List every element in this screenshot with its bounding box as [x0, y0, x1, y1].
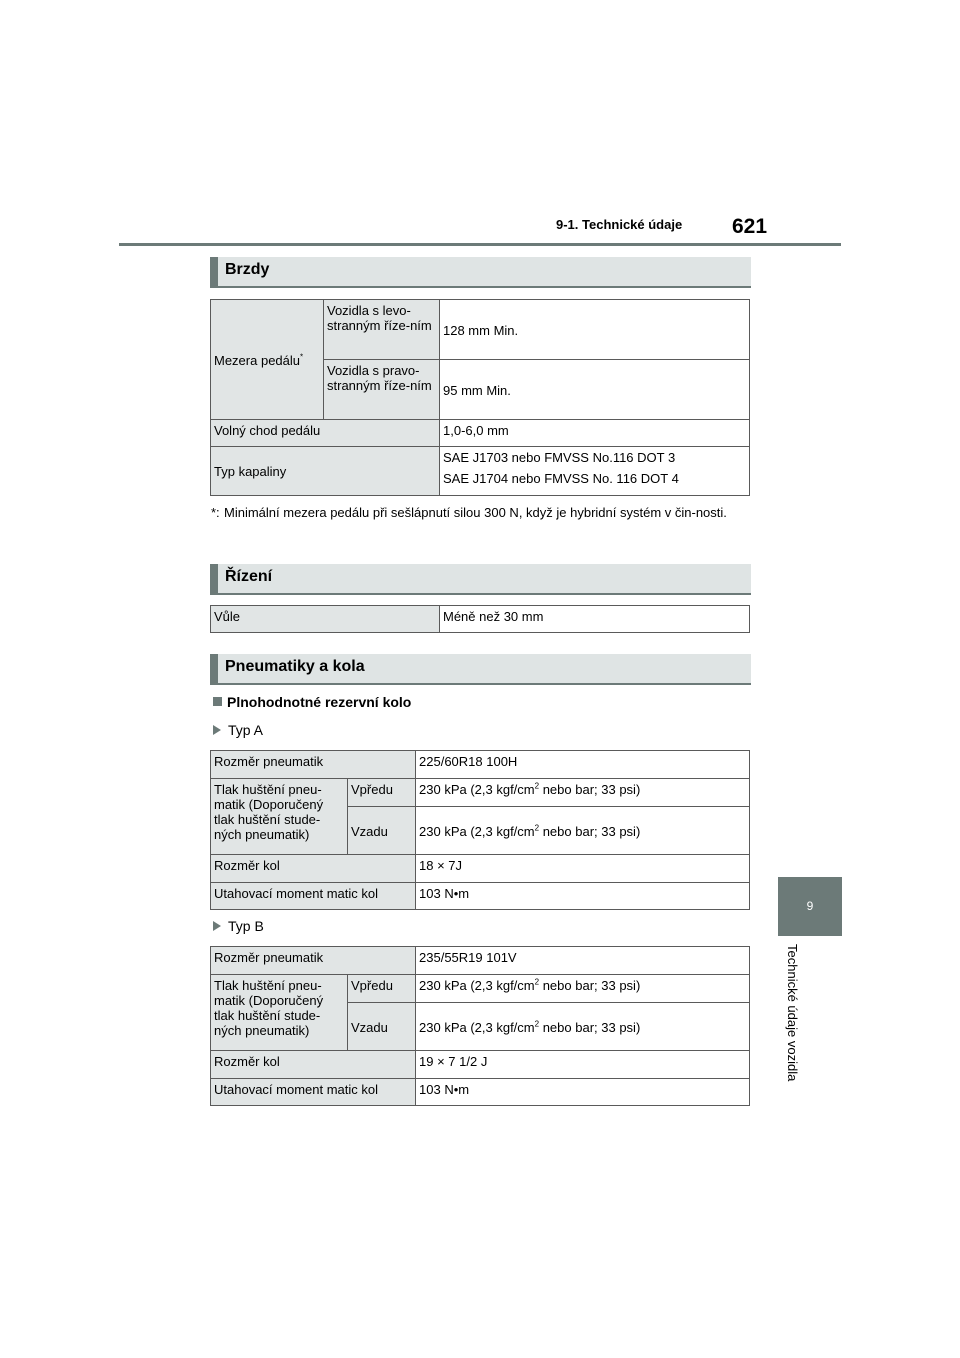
torque-value: 103 N•m: [416, 883, 750, 910]
rear-label: Vzadu: [348, 807, 416, 855]
header-divider: [119, 243, 841, 246]
front-pressure-value: 230 kPa (2,3 kgf/$cm^2$ nebo bar; 33 psi): [416, 975, 750, 1003]
type-b-heading: Typ B: [213, 918, 264, 934]
lhd-value: 128 mm Min.: [440, 300, 750, 360]
rear-pressure-value: 230 kPa (2,3 kgf/$cm^2$ nebo bar; 33 psi): [416, 807, 750, 855]
lhd-label: Vozidla s levo-stranným říze-ním: [324, 300, 440, 360]
brakes-heading-text: Brzdy: [225, 261, 270, 278]
brakes-heading: [210, 257, 751, 288]
brakes-footnote: [211, 502, 751, 523]
fluid-label: Typ kapaliny: [211, 447, 440, 496]
torque-value: 103 N•m: [416, 1079, 750, 1106]
tire-size-value: 235/55R19 101V: [416, 947, 750, 975]
tires-heading-text: Pneumatiky a kola: [225, 658, 365, 675]
pedal-gap-label: Mezera pedálu*: [211, 300, 324, 420]
rhd-label: Vozidla s pravo-stranným říze-ním: [324, 360, 440, 420]
rear-pressure-value: 230 kPa (2,3 kgf/$cm^2$ nebo bar; 33 psi): [416, 1003, 750, 1051]
chapter-tab[interactable]: [778, 877, 842, 936]
triangle-bullet-icon: [213, 725, 221, 735]
front-label: Vpředu: [348, 779, 416, 807]
steering-table: [210, 605, 750, 633]
footnote-text: Minimální mezera pedálu při sešlápnutí silou 300 N, když je hybridní systém v čin-nosti.: [224, 505, 727, 520]
footnote-marker: *:: [211, 505, 220, 520]
page-number: 621: [732, 215, 768, 238]
spare-wheel-heading: Plnohodnotné rezervní kolo: [213, 694, 411, 710]
free-play-value: 1,0-6,0 mm: [440, 420, 750, 447]
pressure-label: Tlak huštění pneu-matik (Doporučený tlak huštění stude-ných pneumatik): [211, 975, 348, 1051]
brakes-table: [210, 299, 750, 496]
type-b-table: [210, 946, 750, 1106]
fluid-value: [440, 447, 750, 496]
steering-play-value: Méně než 30 mm: [440, 606, 750, 633]
chapter-number: 9: [806, 899, 814, 913]
section-title: 9-1. Technické údaje: [556, 217, 683, 232]
steering-heading: [210, 564, 751, 595]
type-a-table: [210, 750, 750, 910]
fluid-value-dot3: SAE J1703 nebo FMVSS No.116 DOT 3: [443, 450, 676, 465]
tire-size-label: Rozměr pneumatik: [211, 947, 416, 975]
fluid-value-dot4: SAE J1704 nebo FMVSS No. 116 DOT 4: [443, 471, 679, 486]
pressure-label: Tlak huštění pneu-matik (Doporučený tlak huštění stude-ných pneumatik): [211, 779, 348, 855]
front-pressure-value: 230 kPa (2,3 kgf/$cm^2$ nebo bar; 33 psi): [416, 779, 750, 807]
torque-label: Utahovací moment matic kol: [211, 883, 416, 910]
wheel-size-value: 18 × 7J: [416, 855, 750, 883]
triangle-bullet-icon: [213, 921, 221, 931]
free-play-label: Volný chod pedálu: [211, 420, 440, 447]
square-bullet-icon: [213, 697, 222, 706]
rear-label: Vzadu: [348, 1003, 416, 1051]
wheel-size-label: Rozměr kol: [211, 855, 416, 883]
steering-play-label: Vůle: [211, 606, 440, 633]
footnote-mark: *: [300, 352, 304, 362]
torque-label: Utahovací moment matic kol: [211, 1079, 416, 1106]
chapter-label: [784, 944, 804, 1114]
wheel-size-label: Rozměr kol: [211, 1051, 416, 1079]
front-label: Vpředu: [348, 975, 416, 1003]
tires-heading: [210, 654, 751, 685]
tire-size-value: 225/60R18 100H: [416, 751, 750, 779]
steering-heading-text: Řízení: [225, 568, 273, 585]
tire-size-label: Rozměr pneumatik: [211, 751, 416, 779]
wheel-size-value: 19 × 7 1/2 J: [416, 1051, 750, 1079]
rhd-value: 95 mm Min.: [440, 360, 750, 420]
type-a-heading: Typ A: [213, 722, 263, 738]
chapter-label-text: Technické údaje vozidla: [785, 944, 800, 1082]
